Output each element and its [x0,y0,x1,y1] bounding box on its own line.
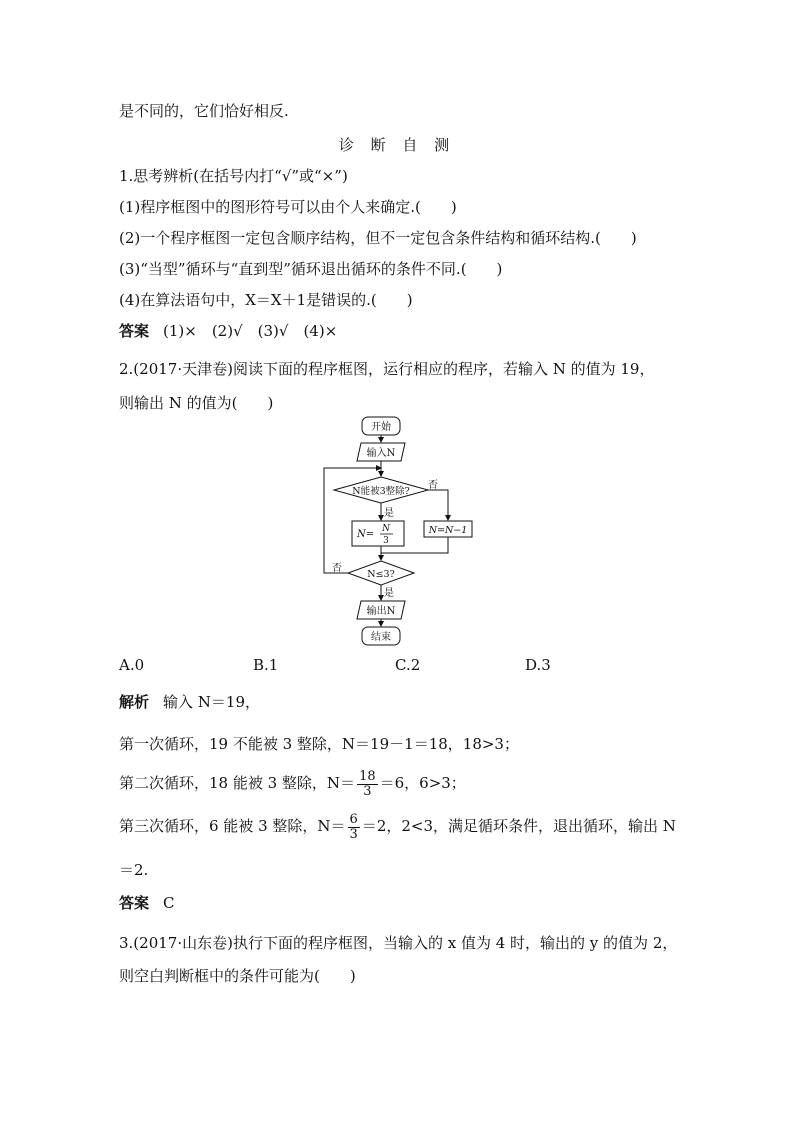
flow-decision2-text: N≤3? [367,569,395,580]
flow-assign-div-den: 3 [383,536,389,546]
option-d: D.3 [525,656,551,674]
q2-step2-fraction [357,770,378,799]
q2-step2-post: ＝6，6>3； [379,774,466,792]
q1-item-1: (1)程序框图中的图形符号可以由个人来确定.( ) [119,198,457,216]
q3-stem-line2: 则空白判断框中的条件可能为( ) [119,967,356,985]
q2-step3-num: 6 [349,811,358,827]
flow-assign-div-num: N [382,524,390,534]
q2-step3-post: ＝2，2<3，满足循环条件，退出循环，输出 N [361,817,676,835]
q2-step3-fraction [348,813,360,842]
q2-step3-tail: ＝2. [119,861,149,879]
flow-no2-label: 否 [332,563,342,574]
q1-item-3: (3)“当型”循环与“直到型”循环退出循环的条件不同.( ) [119,260,503,278]
q2-step2-den: 3 [363,783,372,799]
q1-answer [119,321,337,341]
q2-analysis [119,692,260,712]
section-title: 诊 断 自 测 [338,136,456,154]
flow-end-text: 结束 [371,632,391,643]
q1-stem: 1.思考辨析(在括号内打“√”或“×”) [119,167,348,185]
q2-analysis-label: 解析 [119,693,150,711]
flow-start-text: 开始 [371,422,391,433]
q2-step2-num: 18 [359,768,376,784]
flow-yes-label: 是 [384,508,394,519]
q2-step1: 第一次循环，19 不能被 3 整除，N＝19－1＝18，18>3； [119,735,519,753]
q2-stem-line2: 则输出 N 的值为( ) [119,394,274,412]
q2-step2-pre: 第二次循环，18 能被 3 整除，N＝ [119,774,356,792]
q1-answer-text: (1)× (2)√ (3)√ (4)× [163,322,338,340]
q2-stem-line1: 2.(2017·天津卷)阅读下面的程序框图，运行相应的程序，若输入 N 的值为 19， [119,360,655,378]
q2-step3-pre: 第三次循环，6 能被 3 整除，N＝ [119,817,346,835]
flow-no-label: 否 [428,480,438,491]
q2-answer [119,893,175,913]
q1-item-4: (4)在算法语句中，X＝X＋1是错误的.( ) [119,291,413,309]
flow-output-text: 输出N [366,606,396,617]
q1-item-2: (2)一个程序框图一定包含顺序结构，但不一定包含条件结构和循环结构.( ) [119,229,637,247]
flowchart [310,412,490,652]
q2-step3-den: 3 [349,826,358,842]
flow-assign-div-lhs: N= [357,529,375,540]
q2-analysis-intro: 输入 N＝19， [163,693,260,711]
q2-answer-label: 答案 [119,894,150,912]
flow-assign-sub-text: N=N−1 [428,525,468,536]
option-b: B.1 [253,656,279,674]
q2-step2 [119,768,466,799]
flow-decision1-text: N能被3整除? [352,486,410,497]
flow-yes2-label: 是 [384,588,394,599]
q2-answer-text: C [163,894,175,912]
option-c: C.2 [395,656,421,674]
q3-stem-line1: 3.(2017·山东卷)执行下面的程序框图，当输入的 x 值为 4 时，输出的 y 的值为 2， [119,934,678,952]
option-a: A.0 [119,656,145,674]
intro-tail: 是不同的，它们恰好相反. [119,102,289,120]
flow-input-text: 输入N [366,448,396,459]
q2-step3 [119,811,676,842]
q1-answer-label: 答案 [119,322,150,340]
